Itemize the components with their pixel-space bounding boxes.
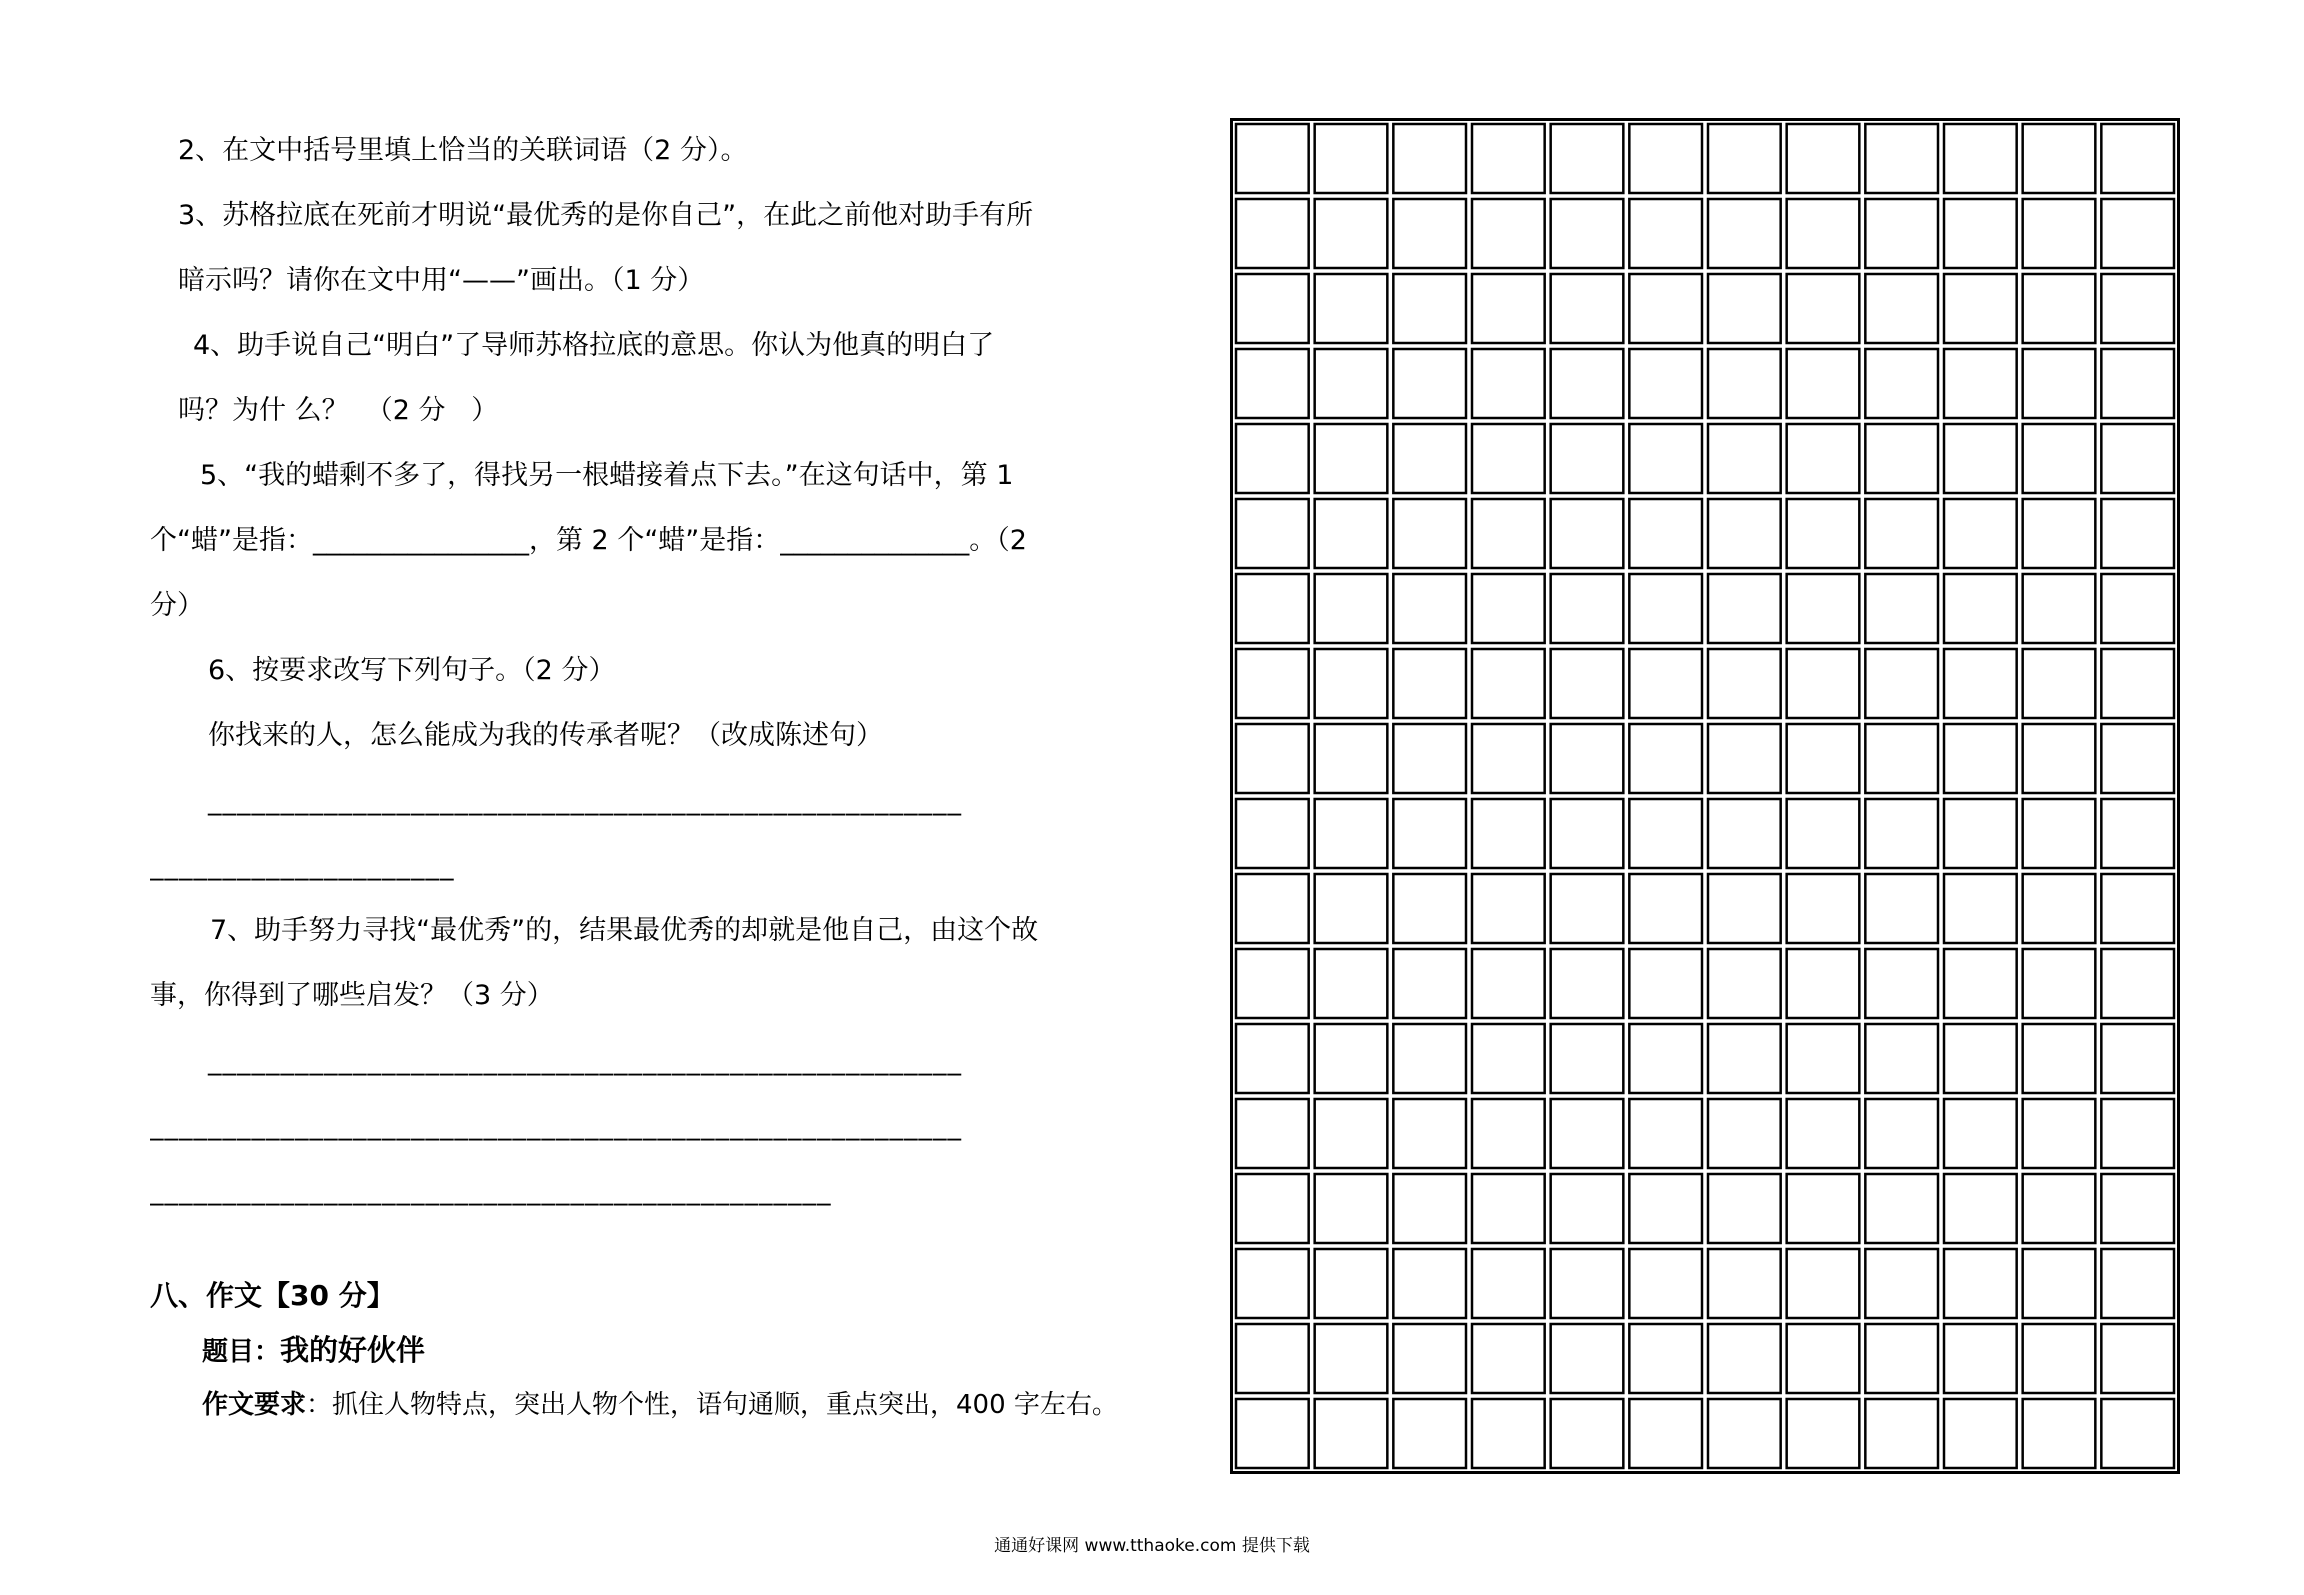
grid-cell[interactable] (1472, 1324, 1545, 1393)
grid-cell[interactable] (1551, 124, 1624, 193)
grid-cell[interactable] (1472, 499, 1545, 568)
grid-cell[interactable] (1787, 1024, 1860, 1093)
composition-title-label: 题目： (202, 1337, 281, 1367)
grid-cell[interactable] (2023, 1174, 2096, 1243)
composition-requirements (150, 1378, 1118, 1433)
question-3-line-1: 3、苏格拉底在死前才明说“最优秀的是你自己”，在此之前他对助手有所 (178, 200, 1034, 231)
grid-cell[interactable] (2023, 424, 2096, 493)
grid-cell[interactable] (1787, 349, 1860, 418)
grid-cell[interactable] (1708, 424, 1781, 493)
grid-cell[interactable] (1236, 349, 1309, 418)
grid-cell[interactable] (1944, 574, 2017, 643)
grid-cell[interactable] (1315, 874, 1388, 943)
grid-cell[interactable] (1472, 724, 1545, 793)
grid-cell[interactable] (1472, 199, 1545, 268)
grid-cell[interactable] (1865, 424, 1938, 493)
question-4-line-1: 4、助手说自己“明白”了导师苏格拉底的意思。你认为他真的明白了 (193, 330, 995, 361)
grid-cell[interactable] (1629, 1174, 1702, 1243)
grid-cell[interactable] (2101, 949, 2174, 1018)
grid-cell[interactable] (1629, 199, 1702, 268)
grid-cell[interactable] (1865, 649, 1938, 718)
composition-writing-grid[interactable] (1230, 118, 2180, 1474)
grid-cell[interactable] (2101, 1024, 2174, 1093)
grid-cell[interactable] (1629, 1024, 1702, 1093)
grid-cell[interactable] (1944, 1024, 2017, 1093)
grid-cell[interactable] (2101, 874, 2174, 943)
grid-cell[interactable] (1629, 349, 1702, 418)
grid-cell[interactable] (2101, 124, 2174, 193)
grid-cell[interactable] (1787, 949, 1860, 1018)
grid-cell[interactable] (1629, 499, 1702, 568)
grid-cell[interactable] (1629, 424, 1702, 493)
grid-cell[interactable] (1393, 274, 1466, 343)
grid-cell[interactable] (1787, 274, 1860, 343)
grid-cell[interactable] (1472, 649, 1545, 718)
question-7-answer-line-1: ____________________________________________________ (208, 1045, 962, 1076)
grid-cell[interactable] (2023, 1249, 2096, 1318)
grid-cell[interactable] (1629, 1399, 1702, 1468)
grid-cell[interactable] (1551, 1024, 1624, 1093)
grid-cell[interactable] (1865, 874, 1938, 943)
grid-cell[interactable] (1551, 949, 1624, 1018)
grid-cell[interactable] (1787, 874, 1860, 943)
grid-cell[interactable] (1865, 199, 1938, 268)
grid-cell[interactable] (1551, 649, 1624, 718)
grid-cell[interactable] (1236, 1174, 1309, 1243)
grid-cell[interactable] (1472, 799, 1545, 868)
question-7-answer-line-2: ________________________________________________________ (150, 1110, 962, 1141)
grid-cell[interactable] (1787, 499, 1860, 568)
grid-cell[interactable] (2101, 1099, 2174, 1168)
grid-cell[interactable] (1708, 649, 1781, 718)
grid-cell[interactable] (1472, 574, 1545, 643)
grid-cell[interactable] (1944, 649, 2017, 718)
grid-cell[interactable] (1315, 1399, 1388, 1468)
grid-cell[interactable] (1708, 199, 1781, 268)
grid-cell[interactable] (1472, 1174, 1545, 1243)
grid-cell[interactable] (1472, 1249, 1545, 1318)
grid-cell[interactable] (1551, 274, 1624, 343)
question-5-line-2: 个“蜡”是指：________________，第 2 个“蜡”是指：______________。（2 (150, 525, 1027, 556)
grid-cell[interactable] (1472, 1399, 1545, 1468)
grid-cell[interactable] (1944, 1324, 2017, 1393)
grid-cell[interactable] (2101, 799, 2174, 868)
grid-cell[interactable] (2101, 274, 2174, 343)
grid-cell[interactable] (1708, 1174, 1781, 1243)
grid-cell[interactable] (1551, 799, 1624, 868)
grid-cell[interactable] (2023, 1324, 2096, 1393)
grid-cell[interactable] (1472, 424, 1545, 493)
grid-cell[interactable] (1865, 574, 1938, 643)
grid-cell[interactable] (1944, 1099, 2017, 1168)
grid-cell[interactable] (1865, 1024, 1938, 1093)
grid-cell[interactable] (2023, 949, 2096, 1018)
grid-cell[interactable] (1629, 799, 1702, 868)
grid-cell[interactable] (1393, 424, 1466, 493)
grid-cell[interactable] (2023, 124, 2096, 193)
grid-cell[interactable] (1944, 874, 2017, 943)
grid-cell[interactable] (1629, 274, 1702, 343)
grid-cell[interactable] (1629, 124, 1702, 193)
grid-cell[interactable] (1551, 499, 1624, 568)
grid-cell[interactable] (1551, 199, 1624, 268)
grid-cell[interactable] (1393, 574, 1466, 643)
grid-cell[interactable] (1708, 124, 1781, 193)
grid-cell[interactable] (2101, 199, 2174, 268)
grid-cell[interactable] (1708, 874, 1781, 943)
grid-cell[interactable] (1708, 949, 1781, 1018)
grid-cell[interactable] (1865, 274, 1938, 343)
grid-cell[interactable] (1393, 724, 1466, 793)
grid-cell[interactable] (1551, 349, 1624, 418)
grid-cell[interactable] (1865, 499, 1938, 568)
grid-cell[interactable] (1944, 949, 2017, 1018)
grid-cell[interactable] (1551, 1099, 1624, 1168)
grid-cell[interactable] (2023, 1399, 2096, 1468)
grid-cell[interactable] (2101, 1174, 2174, 1243)
composition-heading: 八、作文【30 分】 (150, 1279, 395, 1312)
grid-cell[interactable] (1708, 349, 1781, 418)
grid-cell[interactable] (1787, 1174, 1860, 1243)
grid-cell[interactable] (1393, 1099, 1466, 1168)
question-5-line-3: 分） (150, 590, 204, 621)
composition-req-text: ：抓住人物特点，突出人物个性，语句通顺，重点突出，400 字左右。 (306, 1390, 1118, 1420)
grid-cell[interactable] (1472, 1099, 1545, 1168)
grid-cell[interactable] (1315, 349, 1388, 418)
grid-cell[interactable] (1315, 1099, 1388, 1168)
grid-cell[interactable] (1551, 1324, 1624, 1393)
grid-cell[interactable] (1787, 1399, 1860, 1468)
grid-cell[interactable] (1865, 724, 1938, 793)
questions-column (150, 118, 1118, 1433)
grid-cell[interactable] (1236, 874, 1309, 943)
grid-cell[interactable] (1393, 349, 1466, 418)
grid-cell[interactable] (1787, 724, 1860, 793)
grid-cell[interactable] (1315, 1249, 1388, 1318)
grid-cell[interactable] (1629, 949, 1702, 1018)
grid-cell[interactable] (1944, 499, 2017, 568)
grid-cell[interactable] (1236, 199, 1309, 268)
grid-cell[interactable] (1629, 874, 1702, 943)
grid-cell[interactable] (1472, 874, 1545, 943)
grid-cell[interactable] (2023, 274, 2096, 343)
grid-cell[interactable] (1865, 1174, 1938, 1243)
grid-cell[interactable] (1551, 1399, 1624, 1468)
grid-cell[interactable] (1472, 349, 1545, 418)
grid-cell[interactable] (1315, 424, 1388, 493)
grid-cell[interactable] (1551, 574, 1624, 643)
grid-cell[interactable] (1865, 124, 1938, 193)
grid-cell[interactable] (1236, 799, 1309, 868)
grid-cell[interactable] (2101, 1399, 2174, 1468)
grid-cell[interactable] (2101, 349, 2174, 418)
grid-cell[interactable] (1787, 799, 1860, 868)
question-6-line-1: 6、按要求改写下列句子。（2 分） (208, 655, 616, 686)
grid-cell[interactable] (1315, 649, 1388, 718)
grid-cell[interactable] (1236, 724, 1309, 793)
grid-cell[interactable] (2101, 499, 2174, 568)
grid-cell[interactable] (1787, 124, 1860, 193)
grid-cell[interactable] (1236, 499, 1309, 568)
grid-cell[interactable] (1865, 349, 1938, 418)
grid-cell[interactable] (1787, 649, 1860, 718)
grid-cell[interactable] (1315, 274, 1388, 343)
question-6-line-2: 你找来的人，怎么能成为我的传承者呢？（改成陈述句） (208, 720, 883, 751)
grid-cell[interactable] (2023, 499, 2096, 568)
grid-cell[interactable] (1944, 1399, 2017, 1468)
question-7-line-1: 7、助手努力寻找“最优秀”的，结果最优秀的却就是他自己，由这个故 (210, 915, 1039, 946)
grid-cell[interactable] (1393, 799, 1466, 868)
grid-cell[interactable] (1708, 1399, 1781, 1468)
grid-cell[interactable] (2023, 649, 2096, 718)
grid-cell[interactable] (1236, 1099, 1309, 1168)
grid-cell[interactable] (1315, 499, 1388, 568)
grid-cell[interactable] (1708, 574, 1781, 643)
grid-cell[interactable] (1944, 349, 2017, 418)
grid-cell[interactable] (1708, 1024, 1781, 1093)
grid-cell[interactable] (1551, 424, 1624, 493)
grid-cell[interactable] (1629, 1099, 1702, 1168)
grid-cell[interactable] (1708, 1324, 1781, 1393)
composition-title-value: 我的好伙伴 (280, 1333, 426, 1367)
grid-cell[interactable] (2101, 424, 2174, 493)
grid-cell[interactable] (1236, 949, 1309, 1018)
grid-cell[interactable] (2023, 874, 2096, 943)
grid-cell[interactable] (1944, 1174, 2017, 1243)
grid-cell[interactable] (1865, 1249, 1938, 1318)
grid-cell[interactable] (1315, 1174, 1388, 1243)
grid-cell[interactable] (2023, 1099, 2096, 1168)
grid-cell[interactable] (1944, 124, 2017, 193)
grid-cell[interactable] (1944, 799, 2017, 868)
grid-cell[interactable] (1393, 124, 1466, 193)
grid-cell[interactable] (2023, 574, 2096, 643)
grid-cell[interactable] (2101, 649, 2174, 718)
grid-cell[interactable] (1944, 199, 2017, 268)
grid-cell[interactable] (1629, 649, 1702, 718)
grid-cell[interactable] (1315, 124, 1388, 193)
grid-cell[interactable] (1393, 1399, 1466, 1468)
grid-cell[interactable] (1472, 1024, 1545, 1093)
grid-cell[interactable] (1315, 199, 1388, 268)
grid-cell[interactable] (2023, 349, 2096, 418)
grid-cell[interactable] (2023, 799, 2096, 868)
grid-cell[interactable] (2101, 724, 2174, 793)
grid-cell[interactable] (1629, 574, 1702, 643)
footer-source: 通通好课网 www.tthaoke.com 提供下载 (994, 1536, 1310, 1556)
question-2: 2、在文中括号里填上恰当的关联词语（2 分）。 (178, 135, 748, 166)
grid-cell[interactable] (1787, 1099, 1860, 1168)
grid-cell[interactable] (1708, 1099, 1781, 1168)
grid-cell[interactable] (1708, 274, 1781, 343)
grid-cell[interactable] (1236, 124, 1309, 193)
grid-cell[interactable] (1944, 274, 2017, 343)
grid-cell[interactable] (1393, 649, 1466, 718)
question-6-answer-line-2: _____________________ (150, 850, 455, 881)
writing-grid-cells (1233, 121, 2177, 1471)
grid-cell[interactable] (1551, 1174, 1624, 1243)
grid-cell[interactable] (1315, 1324, 1388, 1393)
grid-cell[interactable] (1787, 424, 1860, 493)
question-7-line-2: 事，你得到了哪些启发？（3 分） (150, 980, 554, 1011)
grid-cell[interactable] (1315, 1024, 1388, 1093)
question-7-answer-line-3: _______________________________________________ (150, 1175, 832, 1206)
grid-cell[interactable] (2101, 574, 2174, 643)
grid-cell[interactable] (1393, 1324, 1466, 1393)
grid-cell[interactable] (1629, 1324, 1702, 1393)
grid-cell[interactable] (1865, 1324, 1938, 1393)
grid-cell[interactable] (1236, 1024, 1309, 1093)
composition-req-label: 作文要求 (202, 1390, 307, 1420)
grid-cell[interactable] (2101, 1324, 2174, 1393)
grid-cell[interactable] (1944, 424, 2017, 493)
grid-cell[interactable] (1393, 949, 1466, 1018)
grid-cell[interactable] (1393, 1249, 1466, 1318)
question-5-line-1: 5、“我的蜡剩不多了，得找另一根蜡接着点下去。”在这句话中，第 1 (200, 460, 1014, 491)
grid-cell[interactable] (1315, 799, 1388, 868)
grid-cell[interactable] (1629, 1249, 1702, 1318)
grid-cell[interactable] (2023, 199, 2096, 268)
grid-cell[interactable] (1708, 1249, 1781, 1318)
grid-cell[interactable] (1236, 574, 1309, 643)
grid-cell[interactable] (1315, 724, 1388, 793)
grid-cell[interactable] (1236, 424, 1309, 493)
grid-cell[interactable] (1944, 1249, 2017, 1318)
question-3-line-2: 暗示吗？请你在文中用“——”画出。（1 分） (178, 265, 705, 296)
grid-cell[interactable] (1551, 1249, 1624, 1318)
grid-cell[interactable] (1944, 724, 2017, 793)
grid-cell[interactable] (1393, 199, 1466, 268)
grid-cell[interactable] (1236, 274, 1309, 343)
grid-cell[interactable] (2101, 1249, 2174, 1318)
grid-cell[interactable] (1787, 199, 1860, 268)
grid-cell[interactable] (1393, 499, 1466, 568)
grid-cell[interactable] (1393, 1024, 1466, 1093)
grid-cell[interactable] (1315, 949, 1388, 1018)
grid-cell[interactable] (1236, 649, 1309, 718)
question-4-line-2: 吗？为什 么？ （2 分 ） (178, 395, 499, 426)
grid-cell[interactable] (1551, 724, 1624, 793)
grid-cell[interactable] (1865, 949, 1938, 1018)
grid-cell[interactable] (1787, 574, 1860, 643)
grid-cell[interactable] (1236, 1399, 1309, 1468)
grid-cell[interactable] (1865, 1099, 1938, 1168)
composition-title (150, 1323, 1090, 1378)
grid-cell[interactable] (1236, 1324, 1309, 1393)
grid-cell[interactable] (2023, 724, 2096, 793)
question-6-answer-line-1: ____________________________________________________ (208, 785, 962, 816)
grid-cell[interactable] (1236, 1249, 1309, 1318)
grid-cell[interactable] (1472, 274, 1545, 343)
grid-cell[interactable] (1393, 1174, 1466, 1243)
grid-cell[interactable] (1865, 1399, 1938, 1468)
grid-cell[interactable] (1708, 724, 1781, 793)
grid-cell[interactable] (2023, 1024, 2096, 1093)
grid-cell[interactable] (1315, 574, 1388, 643)
grid-cell[interactable] (1472, 949, 1545, 1018)
grid-cell[interactable] (1393, 874, 1466, 943)
grid-cell[interactable] (1472, 124, 1545, 193)
grid-cell[interactable] (1629, 724, 1702, 793)
grid-cell[interactable] (1708, 799, 1781, 868)
grid-cell[interactable] (1708, 499, 1781, 568)
grid-cell[interactable] (1787, 1249, 1860, 1318)
grid-cell[interactable] (1865, 799, 1938, 868)
grid-cell[interactable] (1787, 1324, 1860, 1393)
grid-cell[interactable] (1551, 874, 1624, 943)
